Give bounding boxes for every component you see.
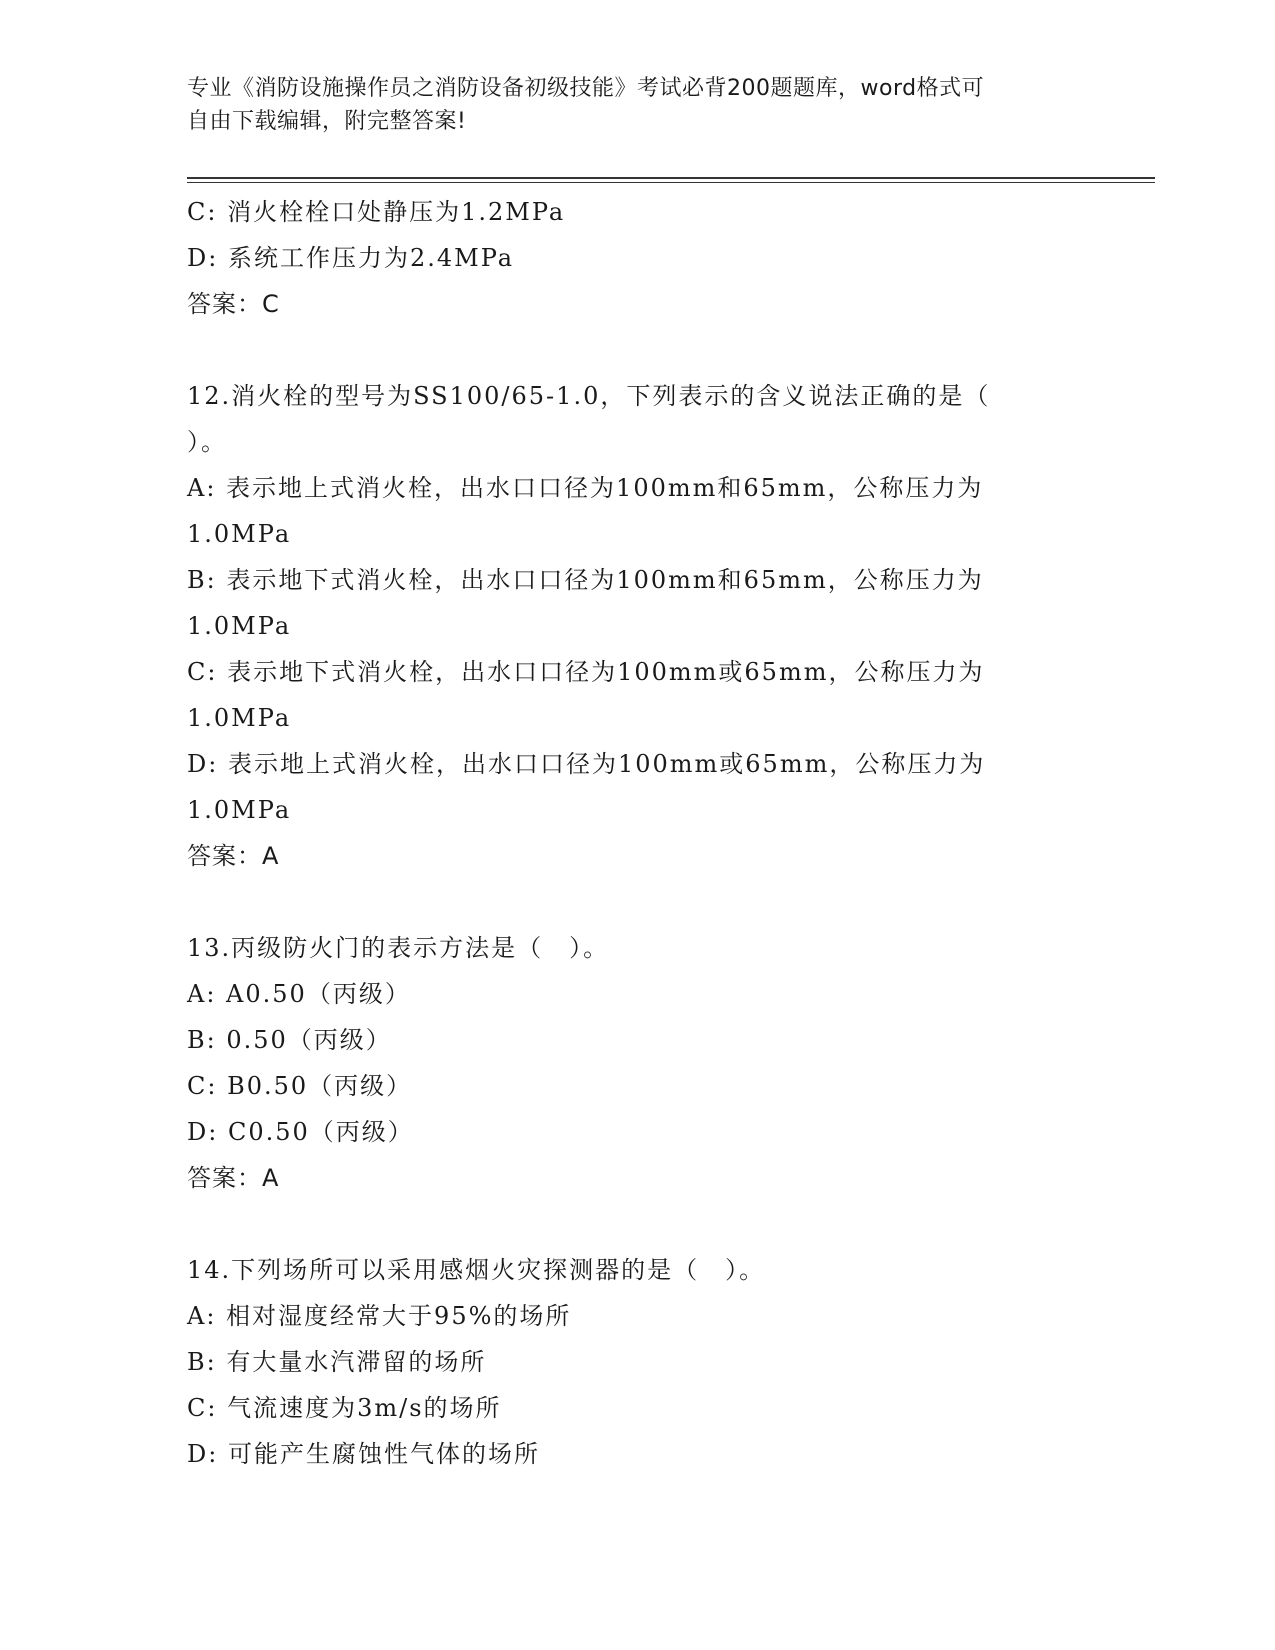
option-c: C: 表示地下式消火栓，出水口口径为100mm或65mm，公称压力为 xyxy=(187,658,985,686)
spacer xyxy=(187,327,1087,373)
option-d: D: 系统工作压力为2.4MPa xyxy=(187,244,515,272)
option-d: D: 表示地上式消火栓，出水口口径为100mm或65mm，公称压力为 xyxy=(187,750,986,778)
answer: 答案：C xyxy=(187,290,280,318)
header-divider xyxy=(187,177,1155,183)
option-c: C: 消火栓栓口处静压为1.2MPa xyxy=(187,198,566,226)
question-12 xyxy=(187,373,1087,879)
spacer xyxy=(187,1201,1087,1247)
option-a: A: 表示地上式消火栓，出水口口径为100mm和65mm，公称压力为 xyxy=(187,474,984,502)
header-line-1: 专业《消防设施操作员之消防设备初级技能》考试必背200题题库，word格式可 xyxy=(187,76,985,101)
answer: 答案：A xyxy=(187,842,280,870)
option-c: C: 气流速度为3m/s的场所 xyxy=(187,1394,502,1422)
option-c-continued: 1.0MPa xyxy=(187,704,292,732)
option-a: A: A0.50（丙级） xyxy=(187,980,411,1008)
option-d: D: C0.50（丙级） xyxy=(187,1118,414,1146)
option-b-continued: 1.0MPa xyxy=(187,612,292,640)
header-line-2: 自由下载编辑，附完整答案! xyxy=(187,109,467,134)
document-header xyxy=(187,72,1087,138)
option-b: B: 表示地下式消火栓，出水口口径为100mm和65mm，公称压力为 xyxy=(187,566,984,594)
option-b: B: 有大量水汽滞留的场所 xyxy=(187,1348,487,1376)
option-c: C: B0.50（丙级） xyxy=(187,1072,413,1100)
document-body xyxy=(187,189,1087,1477)
option-a: A: 相对湿度经常大于95%的场所 xyxy=(187,1302,572,1330)
question-stem: 13.丙级防火门的表示方法是（ ）。 xyxy=(187,934,610,962)
spacer xyxy=(187,879,1087,925)
question-13 xyxy=(187,925,1087,1201)
question-stem: 14.下列场所可以采用感烟火灾探测器的是（ ）。 xyxy=(187,1256,766,1284)
answer: 答案：A xyxy=(187,1164,280,1192)
question-stem: 12.消火栓的型号为SS100/65-1.0，下列表示的含义说法正确的是（ xyxy=(187,382,991,410)
option-b: B: 0.50（丙级） xyxy=(187,1026,392,1054)
option-a-continued: 1.0MPa xyxy=(187,520,292,548)
option-d: D: 可能产生腐蚀性气体的场所 xyxy=(187,1440,540,1468)
option-d-continued: 1.0MPa xyxy=(187,796,292,824)
question-14 xyxy=(187,1247,1087,1477)
question-11-tail xyxy=(187,189,1087,327)
question-stem-continued: ）。 xyxy=(187,428,227,456)
